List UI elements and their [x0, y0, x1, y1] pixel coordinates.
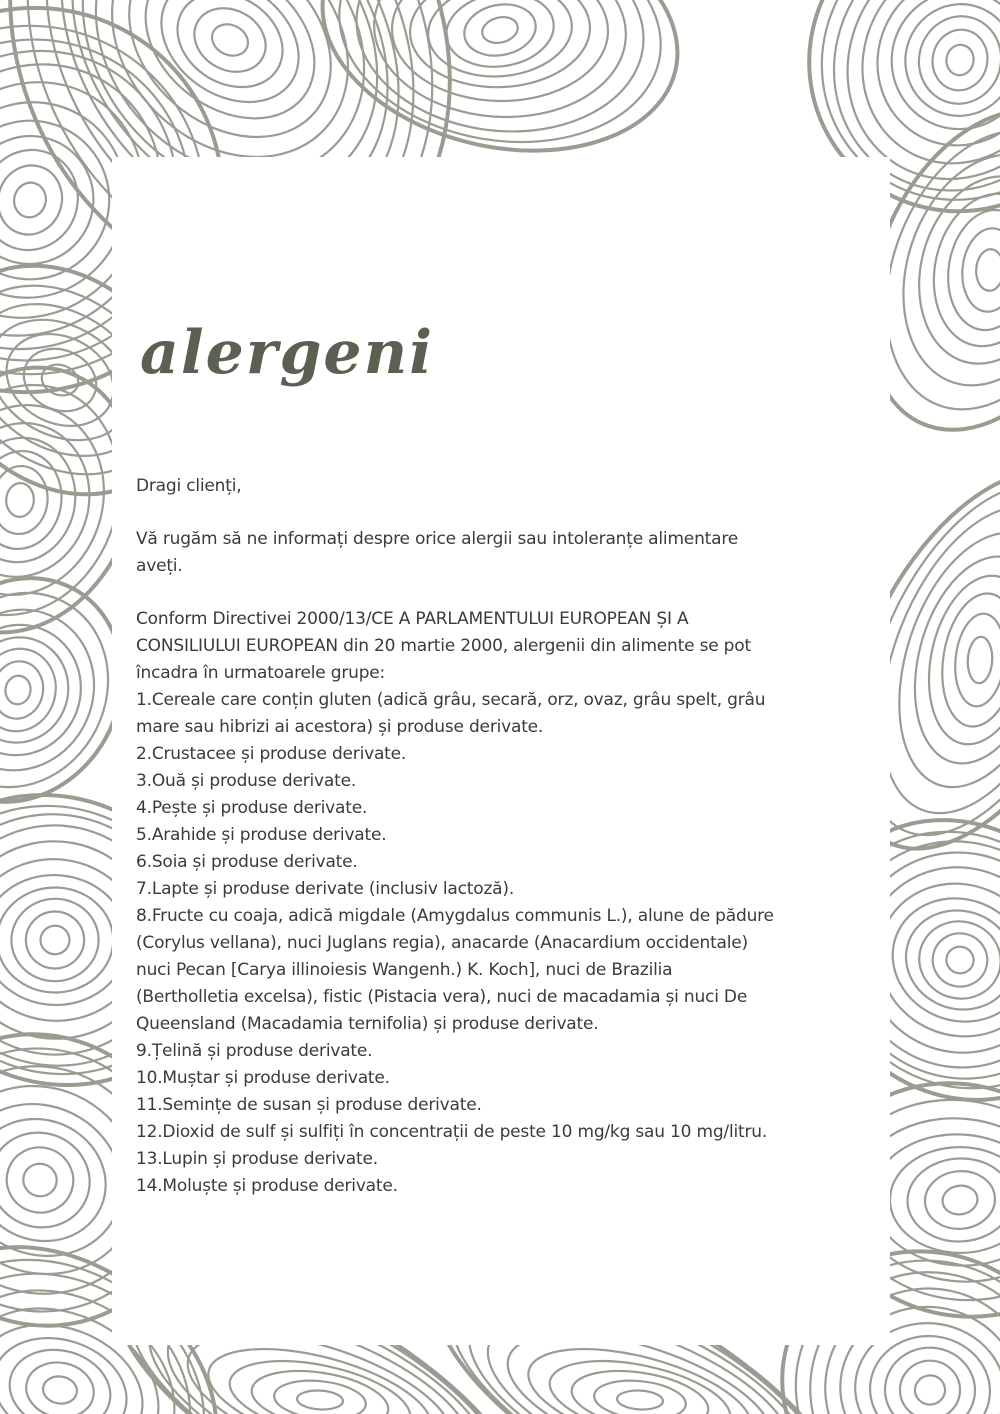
ring-line — [441, 0, 558, 74]
ring-line — [37, 360, 82, 401]
ring-line — [945, 945, 976, 975]
allergen-item: 3.Ouă și produse derivate. — [136, 771, 357, 791]
ring-line — [568, 1362, 713, 1414]
ring-line — [10, 179, 49, 221]
allergen-item: 6.Soia și produse derivate. — [136, 852, 358, 872]
allergen-item: 4.Pește și produse derivate. — [136, 798, 368, 818]
request-text: Vă rugăm să ne informați despre orice alergii sau intoleranțe alimentare aveți. — [136, 529, 738, 576]
ring-line — [41, 1374, 79, 1406]
ring-line — [10, 897, 101, 983]
allergen-item: 2.Crustacee și produse derivate. — [136, 744, 407, 764]
ring-line — [160, 0, 300, 106]
ring-line — [138, 0, 323, 128]
ring-line — [3, 674, 32, 706]
ring-line — [20, 1160, 60, 1200]
allergen-item: 9.Țelină și produse derivate. — [136, 1041, 373, 1061]
greeting-text: Dragi clienți, — [136, 476, 242, 496]
ring-line — [369, 0, 632, 125]
ring-line — [0, 1118, 103, 1241]
ring-line — [21, 1356, 99, 1414]
allergen-item: 12.Dioxid de sulf și sulfiți în concentrații de peste 10 mg/kg sau 10 mg/litru. — [136, 1122, 768, 1142]
ring-line — [0, 1139, 82, 1221]
ring-line — [0, 463, 51, 536]
ring-line — [183, 0, 277, 84]
ring-line — [0, 1098, 125, 1261]
ring-line — [906, 1156, 1000, 1243]
allergen-item: 5.Arahide și produse derivate. — [136, 825, 387, 845]
ring-line — [617, 1389, 664, 1410]
allergen-item: 7.Lapte și produse derivate (inclusiv lactoză). — [136, 879, 515, 899]
ring-line — [875, 879, 1000, 1041]
ring-line — [967, 636, 994, 684]
allergen-item: 8.Fructe cu coaja, adică migdale (Amygdalus communis L.), alune de pădure (Corylus vellana), nuci Juglans regia), anacarde (Anacardium occidentale) nuci Pecan [Carya illinoiesis Wangenh.) K. Koch], nuci de Brazilia (Bertholletia excelsa), fistic (Pistacia vera), nuci de macadamia și nuci De Queensland (Macadamia ternifolia) și produse derivate. — [136, 906, 774, 1034]
allergen-notice — [136, 473, 776, 1200]
allergen-item: 10.Muștar și produse derivate. — [136, 1068, 390, 1088]
ring-line — [297, 1389, 344, 1410]
ring-line — [0, 657, 48, 724]
ring-line — [207, 18, 253, 61]
directive-intro: Conform Directivei 2000/13/CE A PARLAMENTULUI EUROPEAN ȘI A CONSILIULUI EUROPEAN din 20 martie 2000, alergenii din alimente se pot încadra în urmatoarele grupe: — [136, 609, 751, 683]
ring-line — [479, 13, 520, 46]
ring-line — [39, 924, 72, 956]
allergen-item: 13.Lupin și produse derivate. — [136, 1149, 378, 1169]
ring-line — [975, 249, 1000, 292]
ring-line — [5, 482, 34, 517]
ring-line — [958, 226, 1000, 315]
spacer — [136, 500, 776, 526]
allergen-item: 11.Semințe de susan și produse derivate. — [136, 1095, 482, 1115]
allergen-item: 1.Cereale care conțin gluten (adică grâu, secară, orz, ovaz, grâu spelt, grâu mare sau hibrizi ai acestora) și produse derivate. — [136, 690, 766, 737]
spacer — [136, 580, 776, 606]
ring-line — [933, 588, 1000, 732]
ring-line — [944, 43, 975, 77]
page-title: alergeni — [140, 318, 434, 388]
ring-line — [940, 204, 1000, 336]
ring-line — [0, 624, 82, 755]
ring-line — [914, 1375, 945, 1406]
ring-line — [460, 0, 540, 62]
ring-line — [0, 157, 71, 242]
ring-line — [927, 25, 993, 96]
allergen-list — [136, 687, 776, 1200]
ring-line — [0, 407, 106, 592]
ring-line — [922, 1168, 997, 1232]
ring-line — [23, 909, 86, 971]
ring-line — [941, 1183, 980, 1216]
ring-line — [248, 1362, 393, 1414]
ring-line — [900, 1361, 960, 1414]
ring-line — [928, 928, 992, 991]
allergen-item: 14.Moluște și produse derivate. — [136, 1176, 398, 1196]
ring-line — [90, 0, 369, 177]
ring-line — [0, 887, 114, 993]
